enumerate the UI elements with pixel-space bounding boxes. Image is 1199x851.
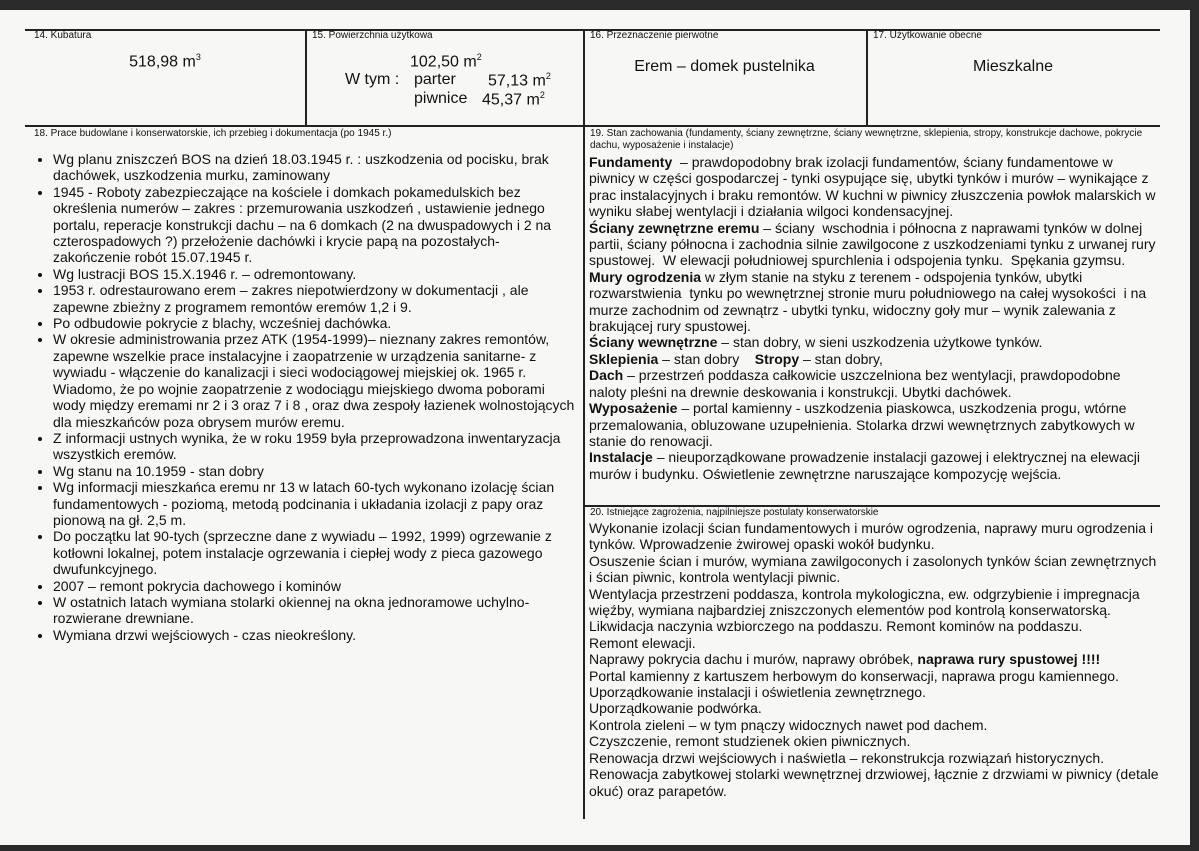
condition-paragraph (589, 334, 1159, 350)
section-19-label: 19. Stan zachowania (fundamenty, ściany zewnętrzne, ściany wewnętrzne, sklepienia, stropy, konstrukcje dachowe, pokrycie dachu, wyposażenie i instalacje) (590, 128, 1143, 151)
condition-paragraph (589, 220, 1159, 269)
area-total: 102,50 $m^2$ (410, 52, 482, 71)
area-piwnice-name: piwnice (414, 90, 468, 107)
condition-paragraph (589, 449, 1159, 482)
works-list-item: • Do początku lat 90-tych (sprzeczne dane z wywiadu – 1992, 1999) ogrzewanie z kotłowni lokalnej, potem instalacje ogrzewania i ciepłej wody z pieca gazowego dwufunkcyjnego. (53, 528, 577, 577)
row-divider (25, 125, 1160, 127)
condition-text: – prawdopodobny brak izolacji fundamentów, ściany fundamentowe w piwnicy w części gospodarczej - tynki osypujące się, ubytki tynków i murów – wynikające z prac instalacyjnych i braku remontów. W kuchni w piwnicy złuszczenia powłok malarskich w wyniku słabej wentylacji i działania wilgoci kondensacyjnej. (589, 154, 1160, 220)
original-purpose-value: Erem – domek pustelnika (634, 58, 815, 75)
postulate-line: Portal kamienny z kartuszem herbowym do konserwacji, naprawa progu kamiennego. (589, 667, 1119, 684)
postulates-text (589, 520, 1159, 799)
condition-heading: Wyposażenie (589, 400, 678, 417)
condition-heading: Dach (589, 367, 624, 384)
postulate-line: Renowacja drzwi wejściowych i naświetla – rekonstrukcja rozwiązań historycznych. (589, 749, 1105, 766)
works-list-item: • Po odbudowie pokrycie z blachy, wcześniej dachówka. (53, 315, 577, 331)
section-20-label: 20. Istniejące zagrożenia, najpilniejsze postulaty konserwatorskie (590, 507, 879, 518)
condition-paragraph (589, 367, 1159, 400)
current-use-value: Mieszkalne (972, 58, 1054, 75)
postulate-line: Osuszenie ścian i murów, wymiana zawilgoconych i zasolonych tynków ścian zewnętrznych i ścian piwnic, kontrola wentylacji piwnic. (589, 552, 1157, 586)
condition-heading: Ściany wewnętrzne (589, 334, 718, 351)
works-list-item: • Z informacji ustnych wynika, że w roku 1959 była przeprowadzona inwentaryzacja wszystkich eremów. (53, 430, 577, 463)
postulate-emphasis: naprawa rury spustowej !!!! (917, 651, 1101, 668)
works-list-item: • 1945 - Roboty zabezpieczające na kościele i domkach pokamedulskich bez określenia numerów – zakres : przemurowania uszkodzeń , ustawienie jednego portalu, reperacje konstrukcji dachu – na 6 domkach (2 na dwuspadowych i 2 na czterospadowych ?) przełożenie dachówki i krycie papą na pozostałych- zakończenie robót 15.07.1945 r. (53, 184, 577, 266)
document-page (0, 10, 1190, 845)
postulate-line: Wykonanie izolacji ścian fundamentowych i murów ogrodzenia, naprawy muru ogrodzenia i tynków. Wprowadzenie żwirowej opaski wokół budynku. (589, 520, 1154, 553)
works-list-item: • Wg lustracji BOS 15.X.1946 r. – odremontowany. (53, 266, 577, 282)
postulate-line: Wentylacja przestrzeni poddasza, kontrola mykologiczna, ew. odgrzybienie i impregnacja więźby, wymiana najbardziej zniszczonych elementów pod kontrolą konserwatorską. (589, 585, 1140, 619)
area-piwnice-value: 45,37 $m^2$ (482, 90, 545, 109)
postulate-line: Likwidacja naczynia wzbiorczego na poddaszu. Remont kominów na poddaszu. (589, 618, 1083, 635)
condition-text: – przestrzeń poddasza całkowicie uszczelniona bez wentylacji, prawdopodobne naloty pleśni na drewnie deskowania i konstrukcji. Ubytki dachówek. (589, 367, 1125, 400)
condition-text (589, 154, 1159, 482)
works-list-item: • W ostatnich latach wymiana stolarki okiennej na okna jednoramowe uchylno-rozwierane drewniane. (53, 594, 577, 627)
condition-text: – nieuporządkowane prowadzenie instalacji gazowej i elektrycznej na elewacji murów i budynku. Oświetlenie zewnętrzne naruszające kompozycję wejścia. (589, 449, 1144, 482)
kubatura-value: 518,98 $m^3$ (129, 52, 201, 71)
condition-text: w złym stanie na styku z terenem - odspojenia tynków, ubytki rozwarstwienia tynku po wewnętrznej stronie muru południowego na całej wysokości i na murze zachodnim od zewnątrz - ubytki tynku, widoczny goły mur – wynik zalewania z brakującej rury spustowej. (589, 268, 1151, 335)
postulate-line: Czyszczenie, remont studzienek okien piwnicznych. (589, 733, 911, 750)
postulate-line (589, 651, 1159, 667)
section-16-label: 16. Przeznaczenie pierwotne (590, 30, 719, 41)
area-prefix: W tym : (345, 71, 400, 88)
condition-paragraph (589, 400, 1159, 449)
condition-text: – ściany wschodnia i północna z naprawami tynków w dolnej partii, ściany północna i zachodnia silnie zawilgocone z uszkodzeniami tynku z urwanej rury spustowej. W elewacji południowej spurchlenia i odspojenia tynku. Spękania gzymsu. (589, 219, 1160, 269)
condition-text: – stan dobry, (799, 350, 883, 367)
postulate-line: Uporządkowanie podwórka. (589, 700, 762, 717)
condition-paragraph (589, 154, 1159, 220)
works-list-item: • Wg informacji mieszkańca eremu nr 13 w latach 60-tych wykonano izolację ścian fundamentowych - poziomą, metodą podcinania i układania izolacji z papy oraz pionową na gł. 2,5 m. (53, 479, 577, 528)
works-list-item: • Wg stanu na 10.1959 - stan dobry (53, 463, 577, 479)
area-parter-value: 57,13 $m^2$ (488, 71, 551, 90)
section-18-label: 18. Prace budowlane i konserwatorskie, ich przebieg i dokumentacja (po 1945 r.) (34, 128, 392, 139)
section-14-label: 14. Kubatura (34, 30, 92, 41)
postulate-line: Renowacja zabytkowej stolarki wewnętrznej drzwiowej, łącznie z drzwiami w piwnicy (detale okuć) oraz parapetów. (589, 766, 1159, 799)
column-divider (866, 29, 868, 125)
section-15-label: 15. Powierzchnia użytkowa (312, 30, 433, 41)
works-list-item: • Wg planu zniszczeń BOS na dzień 18.03.1945 r. : uszkodzenia od pocisku, brak dachówek, uszkodzenia murku, zaminowany (53, 151, 577, 184)
condition-heading: Mury ogrodzenia (589, 268, 702, 285)
condition-heading: Stropy (754, 350, 800, 367)
condition-paragraph (589, 269, 1159, 335)
column-divider (305, 29, 307, 125)
condition-heading: Instalacje (589, 449, 653, 466)
condition-text: – portal kamienny - uszkodzenia piaskowca, uszkodzenia progu, wtórne przemalowania, obluzowane uzupełnienia. Stolarka drzwi wewnętrznych zabytkowych w stanie do renowacji. (589, 400, 1139, 449)
condition-text: – stan dobry (658, 350, 755, 367)
condition-text: – stan dobry, w sieni uszkodzenia użytkowe tynków. (717, 334, 1043, 351)
condition-heading: Fundamenty (589, 154, 673, 170)
column-divider (583, 29, 585, 819)
works-list-item: • W okresie administrowania przez ATK (1954-1999)– nieznany zakres remontów, zapewne wszelkie prace instalacyjne i zaopatrzenie w urządzenia sanitarne- z wywiadu - włączenie do kanalizacji i sieci wodociągowej miejskiej ok. 1965 r. Wiadomo, że po wojnie zaopatrzenie z wodociągu miejskiego dwoma poborami wody między eremami nr 2 i 3 oraz 7 i 8 , oraz dwa zespoły łazienek wolnostojących dla mieszkańców poza obrysem murów eremu. (53, 331, 577, 429)
postulate-line: Remont elewacji. (589, 634, 696, 651)
postulate-text: Naprawy pokrycia dachu i murów, naprawy obróbek, (589, 651, 918, 668)
condition-paragraph (589, 351, 1159, 367)
postulate-line: Kontrola zieleni – w tym pnączy widocznych nawet pod dachem. (589, 716, 988, 733)
section-17-label: 17. Użytkowanie obecne (873, 30, 982, 41)
area-parter-name: parter (414, 71, 456, 88)
condition-heading: Sklepienia (589, 350, 659, 367)
works-list (25, 151, 577, 643)
postulate-line: Uporządkowanie instalacji i oświetlenia zewnętrznego. (589, 684, 926, 701)
works-list-item: • 1953 r. odrestaurowano erem – zakres niepotwierdzony w dokumentacji , ale zapewne zbieżny z programem remontów eremów 1,2 i 9. (53, 282, 577, 315)
works-list-item: • 2007 – remont pokrycia dachowego i kominów (53, 578, 577, 594)
works-list-item: • Wymiana drzwi wejściowych - czas nieokreślony. (53, 627, 577, 643)
condition-heading: Ściany zewnętrzne eremu (589, 219, 760, 236)
